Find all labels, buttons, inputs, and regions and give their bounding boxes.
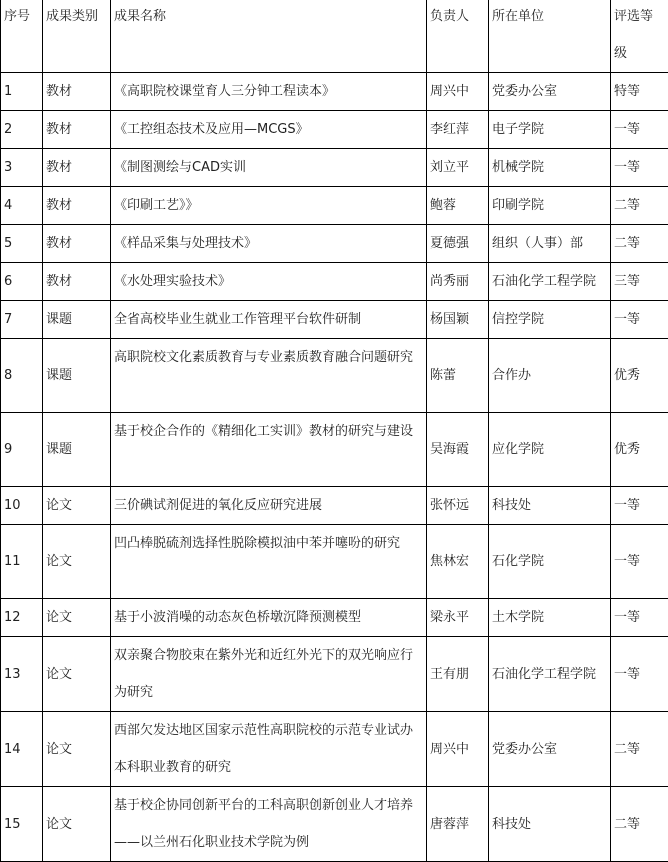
table-cell-level: 一等 xyxy=(611,487,668,525)
table-cell-name: 《高职院校课堂育人三分钟工程读本》 xyxy=(111,73,427,111)
table-cell-level: 二等 xyxy=(611,712,668,787)
table-cell-level: 一等 xyxy=(611,301,668,339)
table-cell-person: 周兴中 xyxy=(427,73,489,111)
table-cell-category: 论文 xyxy=(43,712,111,787)
table-cell-name: 基于校企合作的《精细化工实训》教材的研究与建设 xyxy=(111,413,427,487)
table-row xyxy=(1,149,668,187)
table-cell-category: 课题 xyxy=(43,413,111,487)
table-cell-person: 梁永平 xyxy=(427,599,489,637)
table-cell-unit: 组织（人事）部 xyxy=(489,225,611,263)
table-cell-level: 二等 xyxy=(611,787,668,862)
table-cell-level: 优秀 xyxy=(611,339,668,413)
table-cell-level: 一等 xyxy=(611,525,668,599)
table-cell-unit: 合作办 xyxy=(489,339,611,413)
table-cell-person: 吴海霞 xyxy=(427,413,489,487)
table-row xyxy=(1,301,668,339)
table-cell-seq: 3 xyxy=(1,149,43,187)
table-cell-category: 课题 xyxy=(43,301,111,339)
table-cell-person: 夏德强 xyxy=(427,225,489,263)
table-cell-unit: 石油化学工程学院 xyxy=(489,263,611,301)
table-cell-unit: 电子学院 xyxy=(489,111,611,149)
table-cell-seq: 11 xyxy=(1,525,43,599)
table-row xyxy=(1,712,668,787)
table-row xyxy=(1,637,668,712)
table-cell-unit: 土木学院 xyxy=(489,599,611,637)
table-header-row xyxy=(1,0,668,73)
header-unit: 所在单位 xyxy=(489,0,611,73)
table-cell-level: 三等 xyxy=(611,263,668,301)
table-cell-person: 鲍蓉 xyxy=(427,187,489,225)
table-cell-name: 西部欠发达地区国家示范性高职院校的示范专业试办本科职业教育的研究 xyxy=(111,712,427,787)
table-cell-person: 周兴中 xyxy=(427,712,489,787)
table-cell-category: 论文 xyxy=(43,525,111,599)
header-category: 成果类别 xyxy=(43,0,111,73)
table-row xyxy=(1,73,668,111)
table-cell-level: 特等 xyxy=(611,73,668,111)
table-cell-level: 二等 xyxy=(611,225,668,263)
table-cell-level: 二等 xyxy=(611,187,668,225)
table-cell-unit: 石油化学工程学院 xyxy=(489,637,611,712)
table-cell-seq: 2 xyxy=(1,111,43,149)
table-body xyxy=(1,73,668,862)
table-cell-unit: 应化学院 xyxy=(489,413,611,487)
table-cell-category: 教材 xyxy=(43,263,111,301)
table-cell-category: 论文 xyxy=(43,637,111,712)
table-cell-unit: 印刷学院 xyxy=(489,187,611,225)
header-seq: 序号 xyxy=(1,0,43,73)
table-cell-level: 一等 xyxy=(611,599,668,637)
table-cell-person: 唐蓉萍 xyxy=(427,787,489,862)
table-cell-unit: 科技处 xyxy=(489,787,611,862)
table-cell-name: 《工控组态技术及应用—MCGS》 xyxy=(111,111,427,149)
table-cell-seq: 6 xyxy=(1,263,43,301)
table-cell-category: 论文 xyxy=(43,487,111,525)
table-row xyxy=(1,599,668,637)
table-cell-seq: 13 xyxy=(1,637,43,712)
table-cell-seq: 15 xyxy=(1,787,43,862)
table-cell-name: 《样品采集与处理技术》 xyxy=(111,225,427,263)
table-cell-seq: 9 xyxy=(1,413,43,487)
table-cell-person: 王有朋 xyxy=(427,637,489,712)
table-cell-unit: 机械学院 xyxy=(489,149,611,187)
table-cell-category: 课题 xyxy=(43,339,111,413)
table-row xyxy=(1,187,668,225)
table-cell-name: 《制图测绘与CAD实训 xyxy=(111,149,427,187)
table-cell-unit: 党委办公室 xyxy=(489,73,611,111)
table-cell-seq: 4 xyxy=(1,187,43,225)
table-cell-category: 教材 xyxy=(43,111,111,149)
table-cell-seq: 12 xyxy=(1,599,43,637)
table-cell-category: 教材 xyxy=(43,225,111,263)
table-cell-unit: 石化学院 xyxy=(489,525,611,599)
table-cell-person: 张怀远 xyxy=(427,487,489,525)
table-cell-seq: 7 xyxy=(1,301,43,339)
table-cell-name: 三价碘试剂促进的氧化反应研究进展 xyxy=(111,487,427,525)
table-row xyxy=(1,487,668,525)
table-cell-name: 双亲聚合物胶束在紫外光和近红外光下的双光响应行为研究 xyxy=(111,637,427,712)
table-cell-level: 一等 xyxy=(611,111,668,149)
table-row xyxy=(1,525,668,599)
table-cell-level: 优秀 xyxy=(611,413,668,487)
table-row xyxy=(1,787,668,862)
table-row xyxy=(1,225,668,263)
table-cell-name: 《水处理实验技术》 xyxy=(111,263,427,301)
table-cell-category: 论文 xyxy=(43,599,111,637)
table-cell-person: 焦林宏 xyxy=(427,525,489,599)
table-cell-person: 杨国颖 xyxy=(427,301,489,339)
table-cell-unit: 党委办公室 xyxy=(489,712,611,787)
table-cell-person: 尚秀丽 xyxy=(427,263,489,301)
table-cell-name: 基于校企协同创新平台的工科高职创新创业人才培养——以兰州石化职业技术学院为例 xyxy=(111,787,427,862)
table-cell-name: 凹凸棒脱硫剂选择性脱除模拟油中苯并噻吩的研究 xyxy=(111,525,427,599)
table-cell-name: 高职院校文化素质教育与专业素质教育融合问题研究 xyxy=(111,339,427,413)
header-name: 成果名称 xyxy=(111,0,427,73)
table-row xyxy=(1,413,668,487)
table-cell-person: 陈蕾 xyxy=(427,339,489,413)
table-cell-name: 全省高校毕业生就业工作管理平台软件研制 xyxy=(111,301,427,339)
table-cell-seq: 8 xyxy=(1,339,43,413)
table-cell-category: 论文 xyxy=(43,787,111,862)
table-cell-person: 刘立平 xyxy=(427,149,489,187)
table-cell-level: 一等 xyxy=(611,637,668,712)
table-cell-unit: 信控学院 xyxy=(489,301,611,339)
table-cell-category: 教材 xyxy=(43,73,111,111)
table-cell-seq: 1 xyxy=(1,73,43,111)
header-person: 负责人 xyxy=(427,0,489,73)
table-cell-category: 教材 xyxy=(43,187,111,225)
table-cell-level: 一等 xyxy=(611,149,668,187)
table-cell-name: 基于小波消噪的动态灰色桥墩沉降预测模型 xyxy=(111,599,427,637)
table-cell-person: 李红萍 xyxy=(427,111,489,149)
table-row xyxy=(1,111,668,149)
table-cell-seq: 5 xyxy=(1,225,43,263)
table-cell-category: 教材 xyxy=(43,149,111,187)
header-level: 评选等级 xyxy=(611,0,668,73)
table-cell-seq: 10 xyxy=(1,487,43,525)
table-row xyxy=(1,339,668,413)
table-cell-seq: 14 xyxy=(1,712,43,787)
table-row xyxy=(1,263,668,301)
table-cell-name: 《印刷工艺》》 xyxy=(111,187,427,225)
table-cell-unit: 科技处 xyxy=(489,487,611,525)
